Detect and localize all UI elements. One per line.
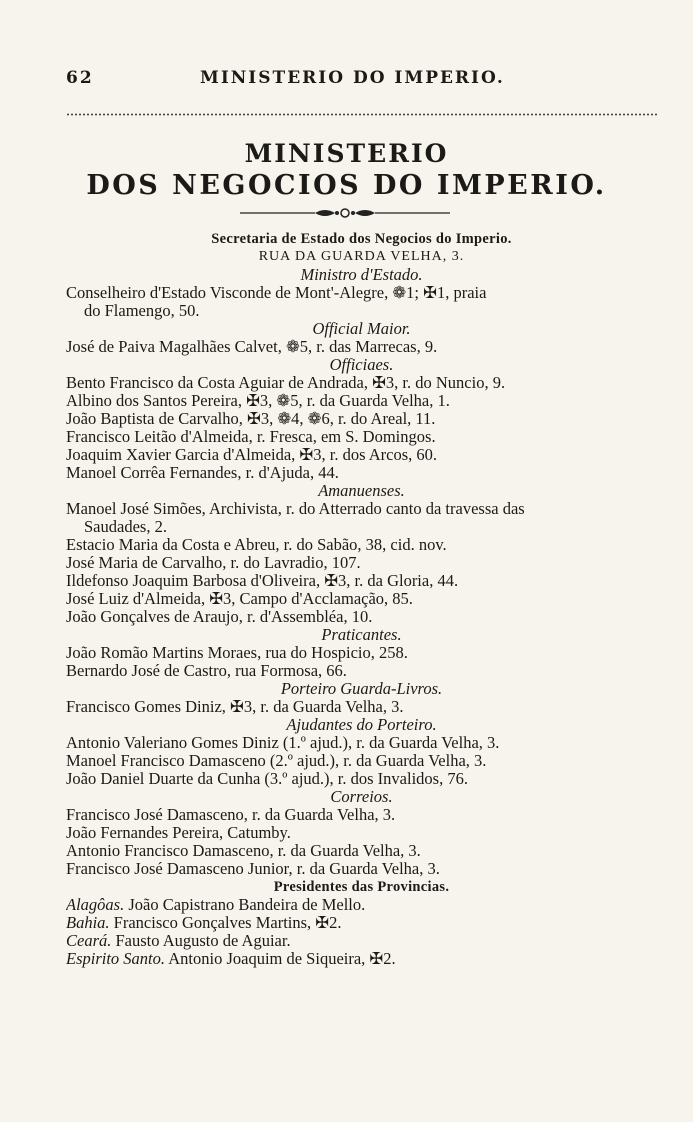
oficial-maior-heading: Official Maior. (312, 320, 411, 338)
entry-line: Antonio Valeriano Gomes Diniz (1.º ajud.), r. da Guarda Velha, 3. (66, 734, 500, 752)
province-president: Antonio Joaquim de Siqueira, ✠2. (168, 950, 396, 968)
entry-line: Ildefonso Joaquim Barbosa d'Oliveira, ✠3, r. da Gloria, 44. (66, 572, 459, 590)
province-name: Espirito Santo. (66, 950, 166, 968)
praticantes-heading: Praticantes. (321, 626, 402, 644)
running-head (66, 60, 653, 100)
correios-heading: Correios. (330, 788, 393, 806)
province-entry (66, 914, 657, 932)
entry-line: Manoel José Simões, Archivista, r. do Atterrado canto da travessa das (66, 500, 525, 518)
entry-line: Estacio Maria da Costa e Abreu, r. do Sabão, 38, cid. nov. (66, 536, 447, 554)
province-name: Bahia. (66, 914, 110, 932)
entry-line: do Flamengo, 50. (84, 302, 200, 320)
entry-line: João Romão Martins Moraes, rua do Hospicio, 258. (66, 644, 408, 662)
title-line-1: MINISTERIO (244, 139, 449, 168)
province-entry (66, 932, 657, 950)
province-entry (66, 950, 657, 968)
province-president: Fausto Augusto de Aguiar. (115, 932, 291, 950)
amanuenses-heading: Amanuenses. (318, 482, 405, 500)
entry-line: Manoel Francisco Damasceno (2.º ajud.), r. da Guarda Velha, 3. (66, 752, 487, 770)
entry-line: Manoel Corrêa Fernandes, r. d'Ajuda, 44. (66, 464, 339, 482)
entry-line: Francisco José Damasceno, r. da Guarda Velha, 3. (66, 806, 396, 824)
entry-line: Francisco Gomes Diniz, ✠3, r. da Guarda Velha, 3. (66, 698, 404, 716)
ministro-heading: Ministro d'Estado. (300, 266, 423, 284)
entry-line: João Baptista de Carvalho, ✠3, ❁4, ❁6, r. do Areal, 11. (66, 410, 436, 428)
entry-line: Bernardo José de Castro, rua Formosa, 66. (66, 662, 347, 680)
province-entry (66, 896, 657, 914)
running-title: MINISTERIO DO IMPERIO. (200, 68, 505, 88)
ajudantes-heading: Ajudantes do Porteiro. (286, 716, 437, 734)
presidentes-heading: Presidentes das Provincias. (273, 879, 450, 895)
directory-body (66, 230, 657, 968)
entry-line: Bento Francisco da Costa Aguiar de Andrada, ✠3, r. do Nuncio, 9. (66, 374, 506, 392)
province-president: Francisco Gonçalves Martins, ✠2. (113, 914, 342, 932)
entry-line: José de Paiva Magalhães Calvet, ❁5, r. das Marrecas, 9. (66, 338, 438, 356)
entry-line: Francisco Leitão d'Almeida, r. Fresca, em S. Domingos. (66, 428, 436, 446)
dotted-rule (66, 113, 657, 116)
entry-line: João Daniel Duarte da Cunha (3.º ajud.), r. dos Invalidos, 76. (66, 770, 468, 788)
entry-line: João Gonçalves de Araujo, r. d'Assembléa, 10. (66, 608, 373, 626)
province-name: Ceará. (66, 932, 112, 950)
entry-line: Joaquim Xavier Garcia d'Almeida, ✠3, r. dos Arcos, 60. (66, 446, 438, 464)
porteiro-heading: Porteiro Guarda-Livros. (280, 680, 443, 698)
page-number: 62 (66, 68, 94, 88)
oficiais-heading: Officiaes. (329, 356, 394, 374)
entry-line: Conselheiro d'Estado Visconde de Mont'-Alegre, ❁1; ✠1, praia (66, 284, 487, 302)
entry-line: João Fernandes Pereira, Catumby. (66, 824, 291, 842)
province-name: Alagôas. (66, 896, 125, 914)
entry-line: Saudades, 2. (84, 518, 167, 536)
title-line-2: DOS NEGOCIOS DO IMPERIO. (86, 170, 607, 201)
entry-line: Francisco José Damasceno Junior, r. da Guarda Velha, 3. (66, 860, 440, 878)
entry-line: José Maria de Carvalho, r. do Lavradio, 107. (66, 554, 361, 572)
entry-line: José Luiz d'Almeida, ✠3, Campo d'Acclamação, 85. (66, 590, 413, 608)
entry-line: Albino dos Santos Pereira, ✠3, ❁5, r. da Guarda Velha, 1. (66, 392, 450, 410)
secretaria-address: RUA DA GUARDA VELHA, 3. (258, 249, 465, 264)
page-title (0, 138, 693, 202)
entry-line: Antonio Francisco Damasceno, r. da Guarda Velha, 3. (66, 842, 421, 860)
secretaria-heading: Secretaria de Estado dos Negocios do Imperio. (211, 231, 512, 247)
province-president: João Capistrano Bandeira de Mello. (128, 896, 366, 914)
ornament-rule (240, 206, 450, 225)
